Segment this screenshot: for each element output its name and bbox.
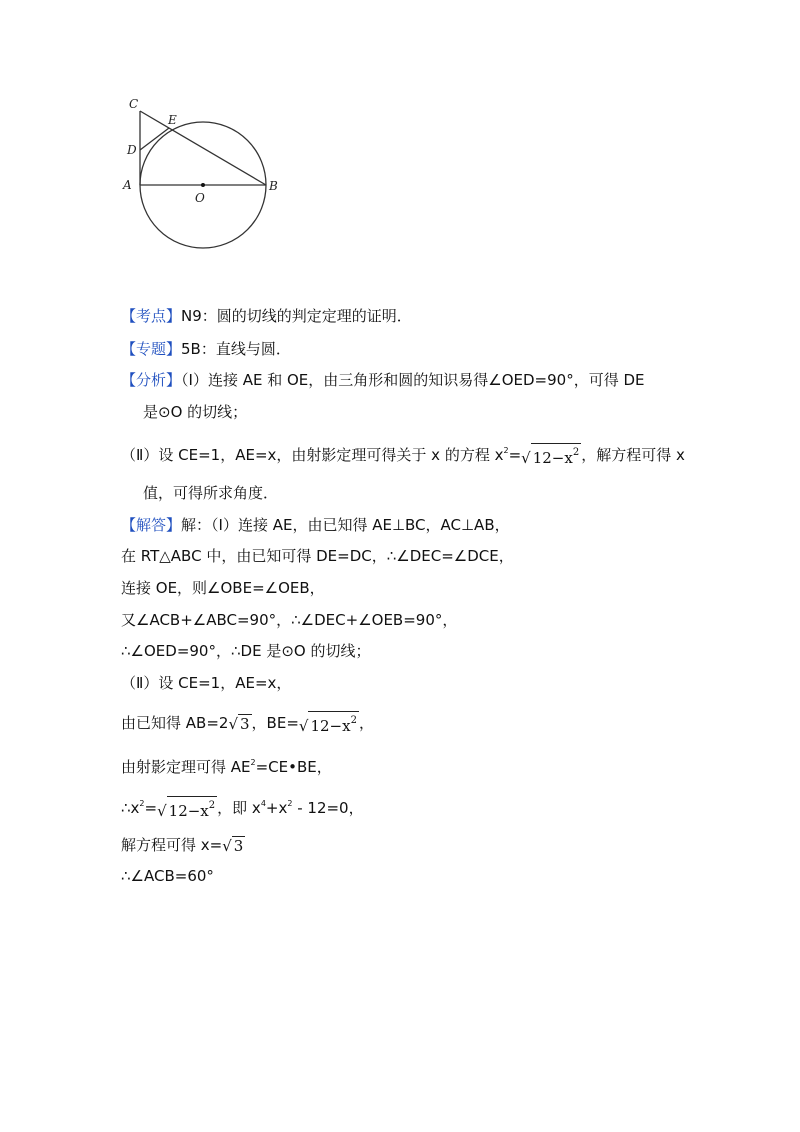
- label-e: E: [168, 113, 177, 127]
- kaodian-text: N9：圆的切线的判定定理的证明．: [181, 307, 412, 325]
- jieda-text9b: =: [144, 799, 158, 817]
- jieda-sup9-4: 4: [260, 799, 266, 808]
- jieda-sqrt10-arg: 3: [233, 836, 244, 855]
- jieda-line6: （Ⅱ）设 CE=1，AE=x，: [121, 674, 292, 692]
- jieda-line9: [121, 794, 364, 821]
- jieda-text7b: ，BE=: [251, 714, 299, 732]
- jieda-line1: [121, 515, 510, 535]
- fenxi-text3c: ，解方程可得 x: [581, 446, 685, 464]
- jieda-text7c: ，: [358, 714, 374, 732]
- zhuanti-text: 5B：直线与圆．: [181, 340, 291, 358]
- fenxi-text3a: （Ⅱ）设 CE=1，AE=x，由射影定理可得关于 x 的方程 x: [121, 446, 504, 464]
- jieda-text10a: 解方程可得 x=: [121, 836, 223, 854]
- jieda-line7: [121, 711, 374, 736]
- fenxi-tag: 【分析】: [121, 371, 182, 389]
- kaodian-line: [121, 306, 412, 326]
- fenxi-line2: 是⊙O 的切线；: [143, 403, 248, 421]
- jieda-text1: 解：（Ⅰ）连接 AE，由已知得 AE⊥BC，AC⊥AB，: [181, 516, 510, 534]
- label-a: A: [123, 178, 132, 192]
- jieda-sqrt3-arg: 3: [240, 714, 250, 733]
- jieda-tag: 【解答】: [121, 516, 182, 534]
- jieda-sqrt3: √ 3: [228, 714, 250, 733]
- jieda-line3: 连接 OE，则∠OBE=∠OEB，: [121, 579, 325, 597]
- jieda-line5: ∴∠OED=90°，∴DE 是⊙O 的切线；: [121, 642, 371, 660]
- fenxi-line3: [121, 441, 685, 468]
- fenxi-line4: 值，可得所求角度．: [143, 484, 279, 502]
- jieda-text9e: - 12=0，: [292, 799, 364, 817]
- jieda-text9d: +x: [265, 799, 288, 817]
- jieda-text7a: 由已知得 AB=2: [121, 714, 229, 732]
- segment-de: [140, 128, 169, 150]
- jieda-line8: [121, 753, 332, 777]
- fenxi-sqrt: √ $12-x^2$: [521, 443, 581, 468]
- kaodian-tag: 【考点】: [121, 307, 182, 325]
- jieda-sqrt9-sup: 2: [208, 800, 216, 811]
- jieda-text9a: ∴x: [121, 799, 140, 817]
- jieda-sqrt-be-arg: 12−x: [310, 717, 351, 735]
- fenxi-text1: （Ⅰ）连接 AE 和 OE，由三角形和圆的知识易得∠OED=90°，可得 DE: [181, 371, 645, 389]
- zhuanti-line: [121, 339, 291, 359]
- jieda-sup9-2: 2: [287, 799, 293, 808]
- fenxi-sqrt-arg: 12−x: [532, 449, 573, 467]
- jieda-text8b: =CE•BE，: [255, 758, 332, 776]
- geometry-figure: [118, 94, 288, 254]
- fenxi-sqrt-sup: 2: [572, 447, 580, 458]
- jieda-sqrt-be-sup: 2: [350, 715, 357, 726]
- label-d: D: [127, 143, 137, 157]
- label-c: C: [129, 97, 139, 111]
- center-dot: [201, 183, 205, 187]
- jieda-sqrt-be: √ $12-x^2$: [299, 711, 359, 736]
- fenxi-text3b: =: [508, 446, 522, 464]
- zhuanti-tag: 【专题】: [121, 340, 182, 358]
- jieda-text8a: 由射影定理可得 AE: [121, 758, 251, 776]
- jieda-sup9: 2: [139, 799, 145, 808]
- jieda-line10: [121, 835, 245, 856]
- fenxi-sup: 2: [503, 446, 509, 455]
- jieda-sqrt9-arg: 12−x: [168, 802, 209, 820]
- jieda-line2: 在 RT△ABC 中，由已知可得 DE=DC，∴∠DEC=∠DCE，: [121, 547, 514, 565]
- label-b: B: [269, 179, 278, 193]
- jieda-line4: 又∠ACB+∠ABC=90°，∴∠DEC+∠OEB=90°，: [121, 611, 458, 629]
- jieda-sqrt9: √ $12-x^2$: [157, 796, 217, 821]
- fenxi-line1: [121, 370, 645, 390]
- jieda-text9c: ，即 x: [217, 799, 261, 817]
- jieda-sup8: 2: [250, 758, 256, 767]
- jieda-line11: ∴∠ACB=60°: [121, 867, 214, 885]
- jieda-sqrt10: √ 3: [222, 836, 244, 855]
- label-o: O: [195, 191, 205, 205]
